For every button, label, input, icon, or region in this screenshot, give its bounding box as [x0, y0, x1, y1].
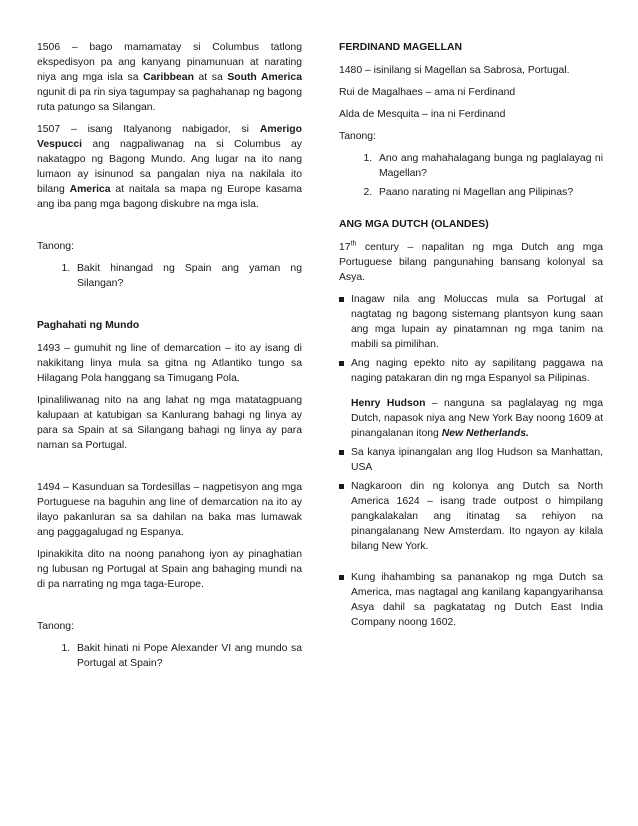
spacer: [37, 599, 302, 619]
right-column: [339, 40, 603, 636]
paragraph-1494: 1494 – Kasunduan sa Tordesillas – nagpetisyon ang mga Portuguese na baguhin ang line of demarcation na ito ay ilayo pakanluran sa sa dahilan na baka mas lumawak ang paggagalugad ng Espanya.: [37, 482, 302, 538]
paragraph-father: Rui de Magalhaes – ama ni Ferdinand: [339, 87, 516, 98]
dutch-bullets-1: [339, 292, 603, 386]
term-henry-hudson: Henry Hudson: [351, 398, 426, 409]
section-heading-dutch: ANG MGA DUTCH (OLANDES): [339, 219, 489, 230]
paragraph-1507: 1507 – isang Italyanong nabigador, si Amerigo Vespucci ang nagpaliwanag na si Columbus ay nakatagpo ng Bagong Mundo. Ang lugar na ito nang lumaon ay isinunod sa pangalan niya na nakilala ito bilang America at naitala sa mapa ng Europe kasama ang iba pang mga bagong diskubre na mga isla.: [37, 124, 303, 210]
term-caribbean: Caribbean: [143, 72, 194, 83]
question-item: 2. Paano narating ni Magellan ang Pilipinas?: [375, 185, 603, 200]
paragraph-1506: 1506 – bago mamamatay si Columbus tatlong ekspedisyon pa ang kanyang pinamunuan at narating niya ang mga isla sa Caribbean at sa South America ngunit di pa rin siya tagumpay sa paghahanap ng bagong ruta patungo sa Silangan.: [37, 42, 302, 113]
bullet-item: Kung ihahambing sa pananakop ng mga Dutch sa America, mas nagtagal ang kanilang kapangyarihansa Asya dahil sa pagkatatag ng Dutch East India Company noong 1602.: [339, 570, 603, 630]
paragraph-mother: Alda de Mesquita – ina ni Ferdinand: [339, 109, 506, 120]
hudson-block: Henry Hudson – nanguna sa paglalayag ng mga Dutch, napasok niya ang New York Bay noong 1609 at pinangalanan itong New Netherlands.: [351, 398, 603, 439]
dutch-bullets-2: [339, 445, 603, 554]
section-heading-paghahati: Paghahati ng Mundo: [37, 320, 140, 331]
question-list-3: [339, 151, 603, 200]
question-item: 1. Bakit hinangad ng Spain ang yaman ng Silangan?: [73, 261, 302, 291]
paragraph-ipinaliliwanag: Ipinaliliwanag nito na ang lahat ng mga matatagpuang kalupaan at katubigan sa Kanlurang bahagi ng linya ay para sa Spain at sa Silangang bahagi ng linya ay para naman sa Portugal.: [37, 395, 302, 451]
paragraph-17th-century: 17th century – napalitan ng mga Dutch ang mga Portuguese bilang pangunahing bansang kolonyal sa Asya.: [339, 240, 603, 283]
spacer: [37, 219, 302, 239]
term-amerigo-vespucci: Amerigo Vespucci: [37, 124, 302, 150]
bullet-item: Sa kanya ipinangalan ang Ilog Hudson sa Manhattan, USA: [339, 445, 603, 475]
spacer: [339, 560, 603, 570]
paragraph-1480: 1480 – isinilang si Magellan sa Sabrosa, Portugal.: [339, 65, 570, 76]
section-heading-magellan: FERDINAND MAGELLAN: [339, 42, 462, 53]
bullet-item: Ang naging epekto nito ay sapilitang paggawa na naging patakaran din ng mga Espanyol sa Pilipinas.: [339, 356, 603, 386]
bullet-item: Inagaw nila ang Moluccas mula sa Portugal at nagtatag ng bagong sistemang plantsyon kung saan ang mga lupain ay pinatamnan ng mga tanim na mabili sa pimilihan.: [339, 292, 603, 352]
paragraph-1493: 1493 – gumuhit ng line of demarcation – ito ay isang di nakikitang linya mula sa gitna ng Atlantiko tungo sa Hilagang Pola hanggang sa Timugang Pola.: [37, 343, 302, 384]
question-list-1: [37, 261, 302, 291]
question-item: 1. Bakit hinati ni Pope Alexander VI ang mundo sa Portugal at Spain?: [73, 641, 302, 671]
spacer: [37, 460, 302, 480]
tanong-label-2: Tanong:: [37, 621, 74, 632]
left-column: [37, 40, 302, 678]
term-new-netherlands: New Netherlands.: [441, 428, 529, 439]
term-south-america: South America: [227, 72, 302, 83]
question-item: 1. Ano ang mahahalagang bunga ng paglalayag ni Magellan?: [375, 151, 603, 181]
tanong-label-1: Tanong:: [37, 241, 74, 252]
spacer: [339, 207, 603, 217]
spacer: [37, 298, 302, 318]
paragraph-ipinakikita: Ipinakikita dito na noong panahong iyon ay pinaghatian ng lubusan ng Portugal at Spain ang bahaging mundi na di pa narrating ng mga taga-Europe.: [37, 549, 302, 590]
tanong-label-3: Tanong:: [339, 131, 376, 142]
term-america: America: [69, 184, 111, 195]
bullet-item: Nagkaroon din ng kolonya ang Dutch sa North America 1624 – isang trade outpost o himpilang pangkalakalan ang itinatag sa rehiyon na pinangalanang New Amsterdam. Ito ngayon ay kilala bilang New York.: [339, 479, 603, 554]
question-list-2: [37, 641, 302, 671]
dutch-bullets-3: [339, 570, 603, 630]
